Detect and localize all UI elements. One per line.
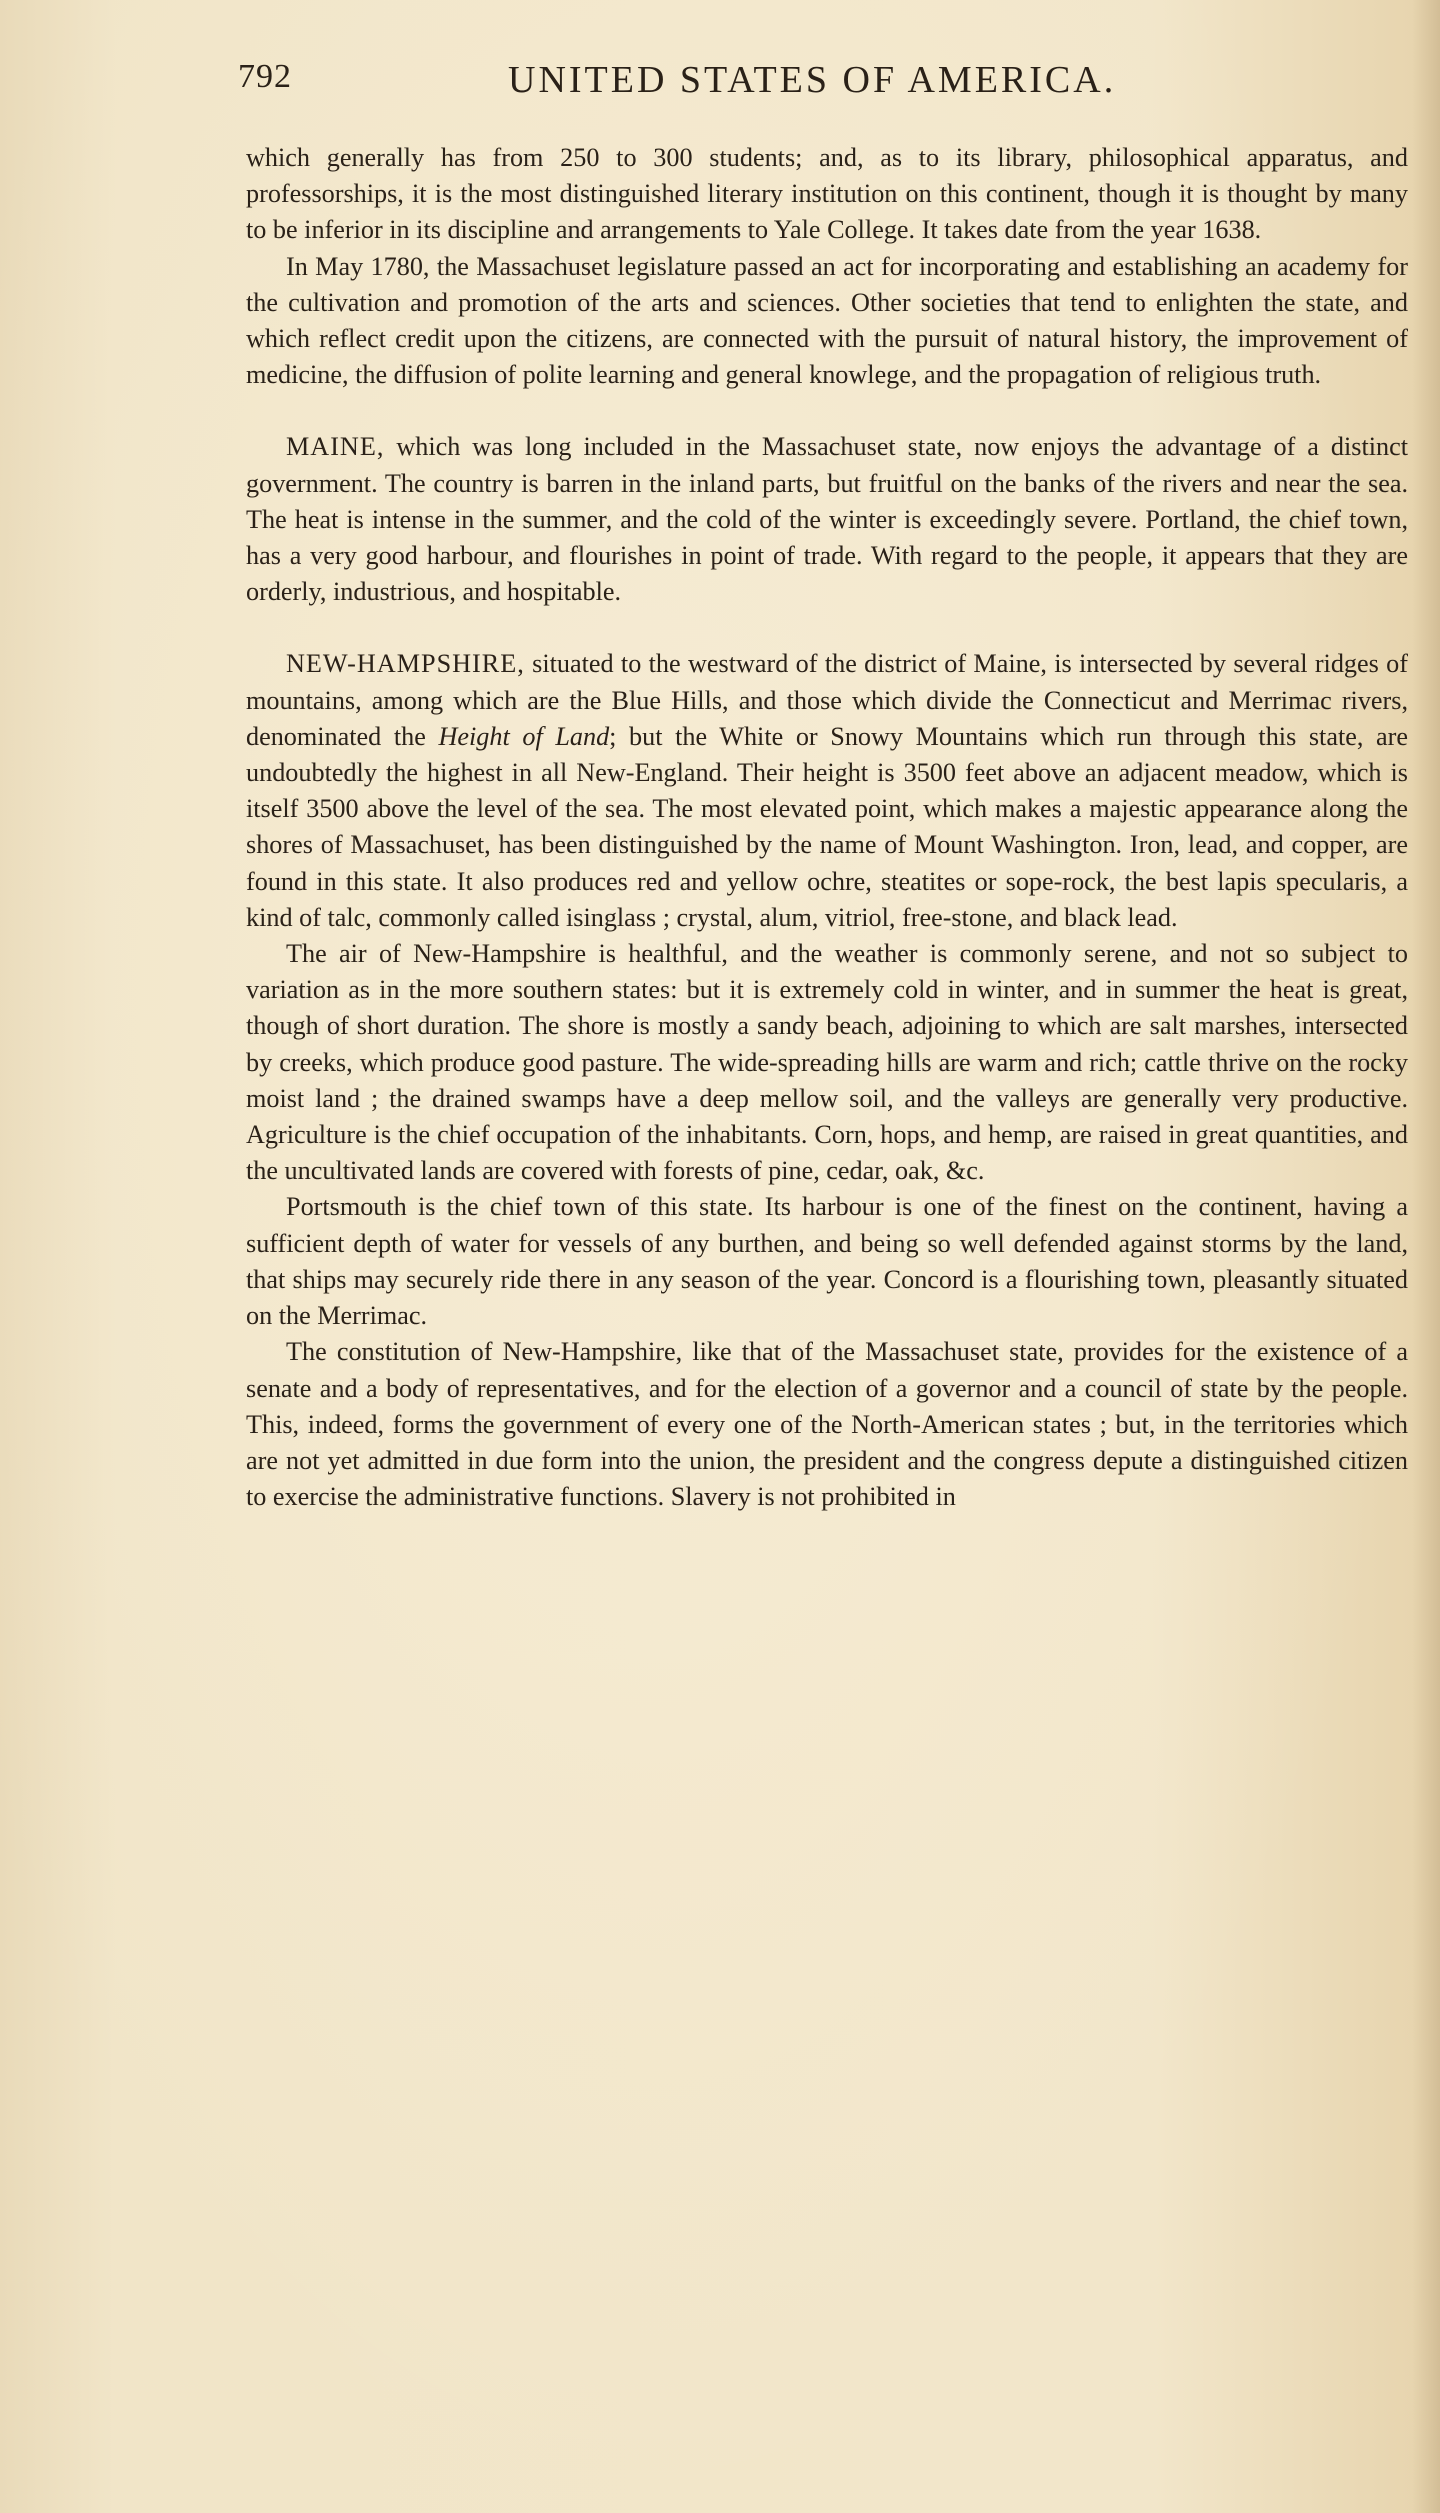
section-heading-maine: MAINE, xyxy=(286,432,385,462)
running-head xyxy=(238,58,1418,118)
section-heading-new-hampshire: NEW-HAMPSHIRE, xyxy=(286,649,525,679)
maine-text: which was long included in the Massachuset state, now enjoys the advantage of a distinct government. The country is barren in the inland parts, but fruitful on the banks of the rivers and near the sea. The heat is intense in the summer, and the cold of the winter is exceedingly severe. Portland, the chief town, has a very good harbour, and flourishes in point of trade. With regard to the people, it appears that they are orderly, industrious, and hospitable. xyxy=(246,432,1408,607)
paragraph-new-hampshire xyxy=(246,646,1408,936)
running-title: UNITED STATES OF AMERICA. xyxy=(508,59,1117,101)
paragraph-constitution: The constitution of New-Hampshire, like that of the Massachuset state, provides for the existence of a senate and a body of representatives, and for the election of a governor and a council of state by the people. This, indeed, forms the government of every one of the North-American states ; but, in the territories which are not yet admitted in due form into the union, the president and the congress depute a distinguished citizen to exercise the administrative functions. Slavery is not prohibited in xyxy=(246,1337,1408,1512)
body-text xyxy=(246,140,1408,1515)
paragraph-air: The air of New-Hampshire is healthful, and the weather is commonly serene, and not so subject to variation as in the more southern states: but it is extremely cold in winter, and in summer the heat is great, though of short duration. The shore is mostly a sandy beach, adjoining to which are salt marshes, intersected by creeks, which produce good pasture. The wide-spreading hills are warm and rich; cattle thrive on the rocky moist land ; the drained swamps have a deep mellow soil, and the valleys are generally very productive. Agriculture is the chief occupation of the inhabitants. Corn, hops, and hemp, are raised in great quantities, and the uncultivated lands are covered with forests of pine, cedar, oak, &c. xyxy=(246,939,1408,1186)
paragraph-harvard: which generally has from 250 to 300 students; and, as to its library, philosophical apparatus, and professorships, it is the most distinguished literary institution on this continent, though it is thought by many to be inferior in its discipline and arrangements to Yale College. It takes date from the year 1638. xyxy=(246,143,1408,245)
new-hampshire-text-b: ; but the White or Snowy Mountains which run through this state, are undoubtedly the highest in all New-England. Their height is 3500 feet above an adjacent meadow, which is itself 3500 above the level of the sea. The most elevated point, which makes a majestic appearance along the shores of Massachuset, has been distinguished by the name of Mount Washington. Iron, lead, and copper, are found in this state. It also produces red and yellow ochre, steatites or sope-rock, the best lapis specularis, a kind of talc, commonly called isinglass ; crystal, alum, vitriol, free-stone, and black lead. xyxy=(246,721,1408,932)
page-number: 792 xyxy=(238,58,292,95)
paragraph-portsmouth: Portsmouth is the chief town of this state. Its harbour is one of the finest on the continent, having a sufficient depth of water for vessels of any burthen, and being so well defended against storms by the land, that ships may securely ride there in any season of the year. Concord is a flourishing town, pleasantly situated on the Merrimac. xyxy=(246,1192,1408,1331)
page-edge-shadow xyxy=(1412,0,1440,2513)
paragraph-maine xyxy=(246,429,1408,610)
paragraph-academy: In May 1780, the Massachuset legislature passed an act for incorporating and establishing an academy for the cultivation and promotion of the arts and sciences. Other societies that tend to enlighten the state, and which reflect credit upon the citizens, are connected with the pursuit of natural history, the improvement of medicine, the diffusion of polite learning and general knowlege, and the propagation of religious truth. xyxy=(246,251,1408,390)
height-of-land-italic: Height of Land xyxy=(438,721,610,751)
new-hampshire-text-a: situated to the westward of the district of Maine, is intersected by several ridges of mountains, among which are the Blue Hills, and those which divide the Connecticut and Merrimac rivers, denominated the xyxy=(246,649,1408,751)
